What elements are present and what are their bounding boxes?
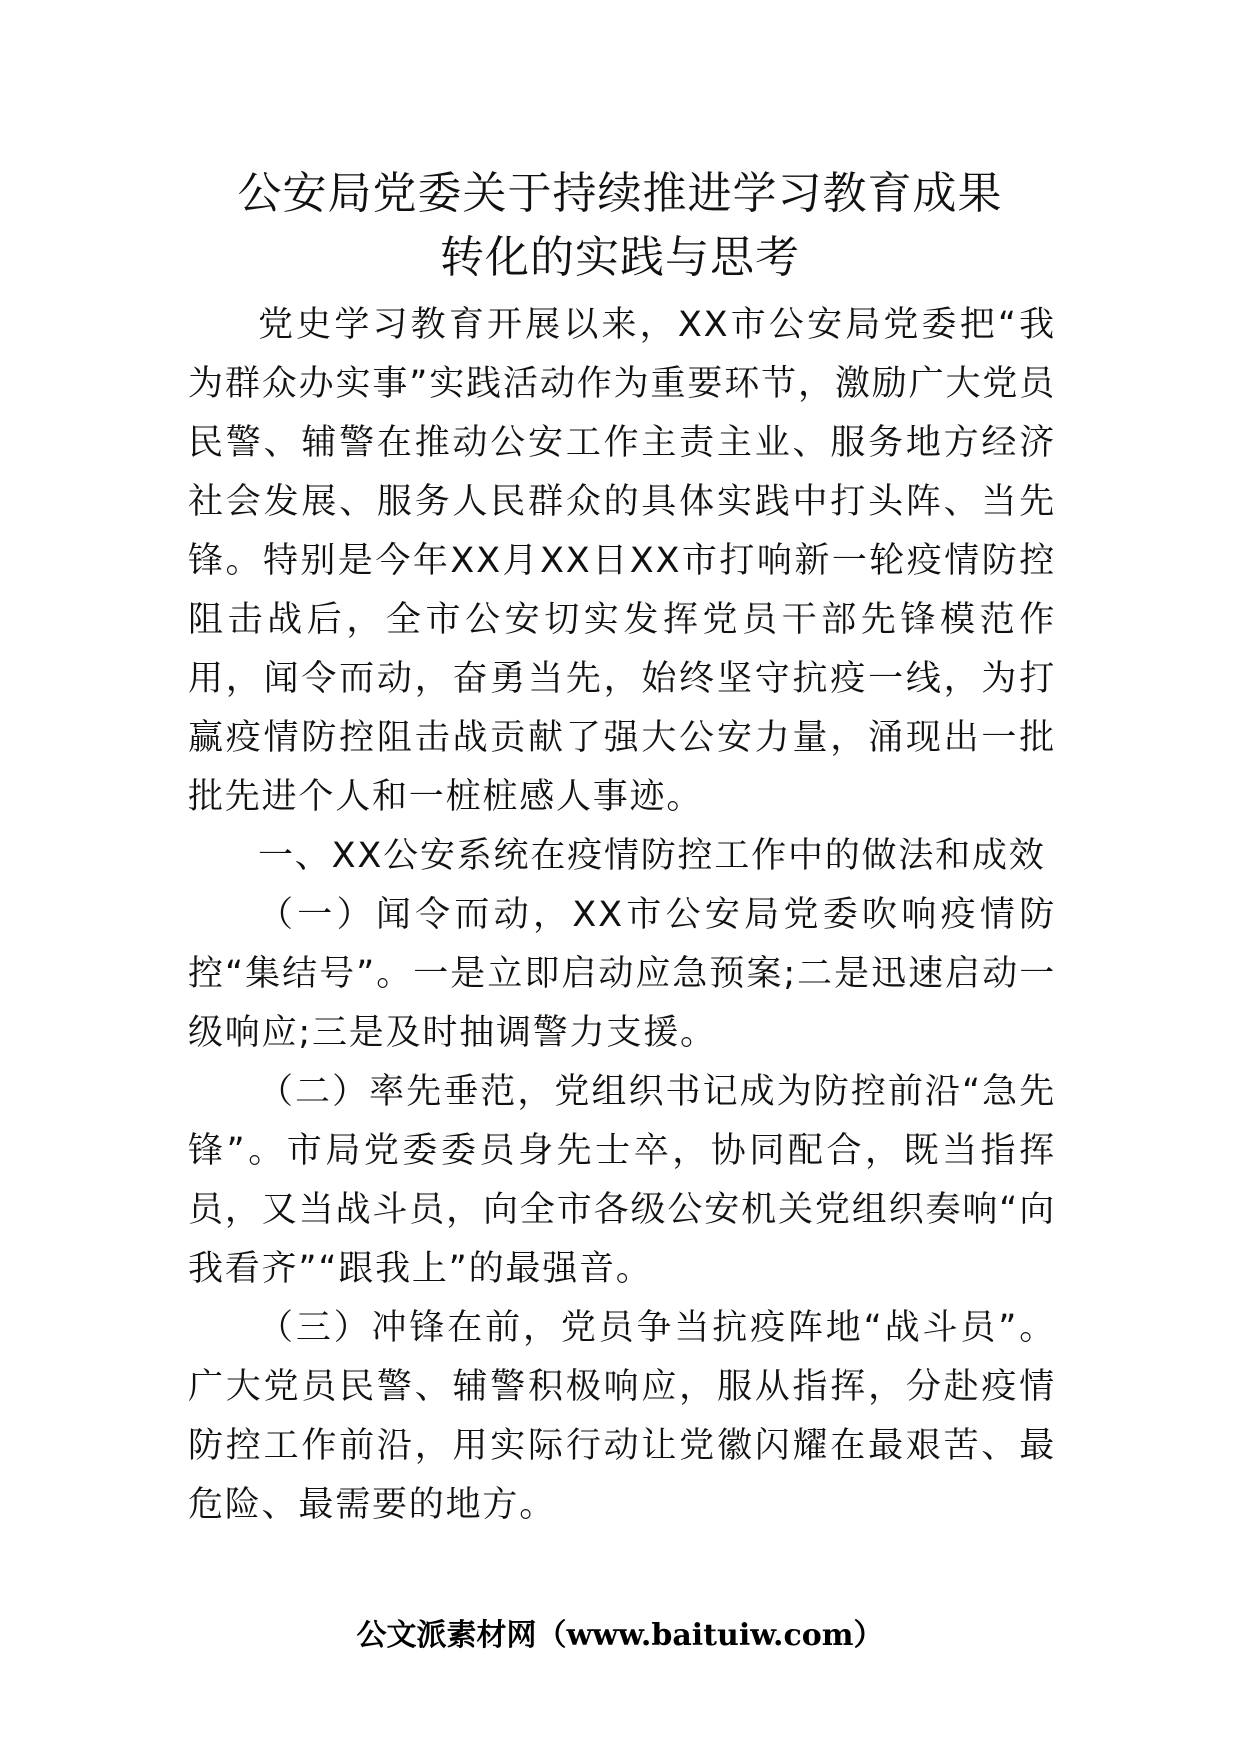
- paragraph-point-3: （三）冲锋在前，党员争当抗疫阵地“战斗员”。广大党员民警、辅警积极响应，服从指挥，分赴疫情防控工作前沿，用实际行动让党徽闪耀在最艰苦、最危险、最需要的地方。: [188, 1308, 1056, 1525]
- document-body: [188, 296, 1056, 1535]
- paragraph-point-2: （二）率先垂范，党组织书记成为防控前沿“急先锋”。市局党委委员身先士卒，协同配合，既当指挥员，又当战斗员，向全市各级公安机关党组织奏响“向我看齐”“跟我上”的最强音。: [188, 1072, 1056, 1289]
- document-title: [0, 162, 1240, 290]
- paragraph-point-1: （一）闻令而动，XX市公安局党委吹响疫情防控“集结号”。一是立即启动应急预案;二是迅速启动一级响应;三是及时抽调警力支援。: [188, 895, 1056, 1053]
- section-heading-1: 一、XX公安系统在疫情防控工作中的做法和成效: [258, 836, 1046, 876]
- title-line-1: 公安局党委关于持续推进学习教育成果: [237, 168, 1003, 219]
- paragraph-intro: 党史学习教育开展以来，XX市公安局党委把“我为群众办实事”实践活动作为重要环节，激励广大党员民警、辅警在推动公安工作主责主业、服务地方经济社会发展、服务人民群众的具体实践中打头阵、当先锋。特别是今年XX月XX日XX市打响新一轮疫情防控阻击战后，全市公安切实发挥党员干部先锋模范作用，闻令而动，奋勇当先，始终坚守抗疫一线，为打赢疫情防控阻击战贡献了强大公安力量，涌现出一批批先进个人和一桩桩感人事迹。: [188, 305, 1056, 817]
- source-footer: 公文派素材网（www.baituiw.com）: [356, 1618, 884, 1653]
- title-line-2: 转化的实践与思考: [440, 232, 800, 283]
